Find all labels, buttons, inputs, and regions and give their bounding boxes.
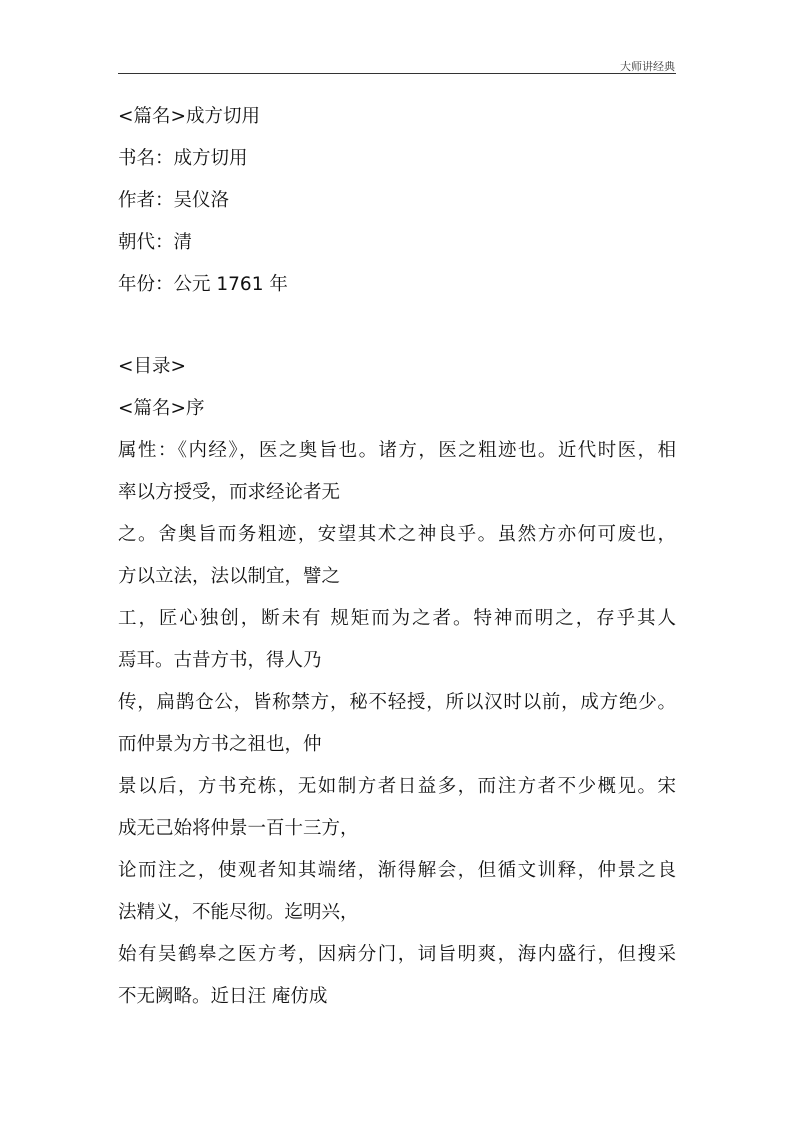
body-text-line: 论而注之，使观者知其端绪，渐得解会，但循文训释，仲景之良 bbox=[118, 860, 676, 881]
body-text-line: 始有吴鹤皋之医方考，因病分门，词旨明爽，海内盛行，但搜采 bbox=[118, 944, 676, 965]
body-text-line: 属性：《内经》，医之奥旨也。诸方，医之粗迹也。近代时医，相 bbox=[118, 440, 676, 461]
body-text-line: 率以方授受，而求经论者无 bbox=[118, 482, 341, 503]
document-content bbox=[118, 103, 676, 1025]
body-text-line: 焉耳。古昔方书，得人乃 bbox=[118, 650, 322, 671]
meta-chapter-title: <篇名>成方切用 bbox=[118, 106, 261, 127]
body-text-line: 景以后，方书充栋，无如制方者日益多，而注方者不少概见。宋 bbox=[118, 776, 676, 797]
body-text-line: 之。舍奥旨而务粗迹，安望其术之神良乎。虽然方亦何可废也， bbox=[118, 524, 676, 545]
body-text-line: 而仲景为方书之祖也，仲 bbox=[118, 734, 322, 755]
toc-heading: <目录> bbox=[118, 356, 187, 377]
meta-author: 作者：吴仪洛 bbox=[118, 190, 230, 211]
meta-book-name: 书名：成方切用 bbox=[118, 148, 248, 169]
body-text-line: 传，扁鹊仓公，皆称禁方，秘不轻授，所以汉时以前，成方绝少。 bbox=[118, 692, 676, 713]
header-divider bbox=[118, 73, 676, 74]
blank-line bbox=[118, 313, 676, 353]
section-title: <篇名>序 bbox=[118, 398, 205, 419]
body-text-line: 工，匠心独创，断未有 规矩而为之者。特神而明之，存乎其人 bbox=[118, 608, 676, 629]
meta-dynasty: 朝代：清 bbox=[118, 232, 193, 253]
page-header-title: 大师讲经典 bbox=[620, 60, 675, 73]
body-text-line: 方以立法，法以制宜，譬之 bbox=[118, 566, 341, 587]
meta-year: 年份：公元 1761 年 bbox=[118, 274, 288, 295]
body-text-line: 法精义，不能尽彻。迄明兴， bbox=[118, 902, 359, 923]
body-text-line: 成无己始将仲景一百十三方， bbox=[118, 818, 359, 839]
preface-body bbox=[118, 437, 676, 1025]
body-text-line: 不无阙略。近日汪 庵仿成 bbox=[118, 986, 328, 1007]
